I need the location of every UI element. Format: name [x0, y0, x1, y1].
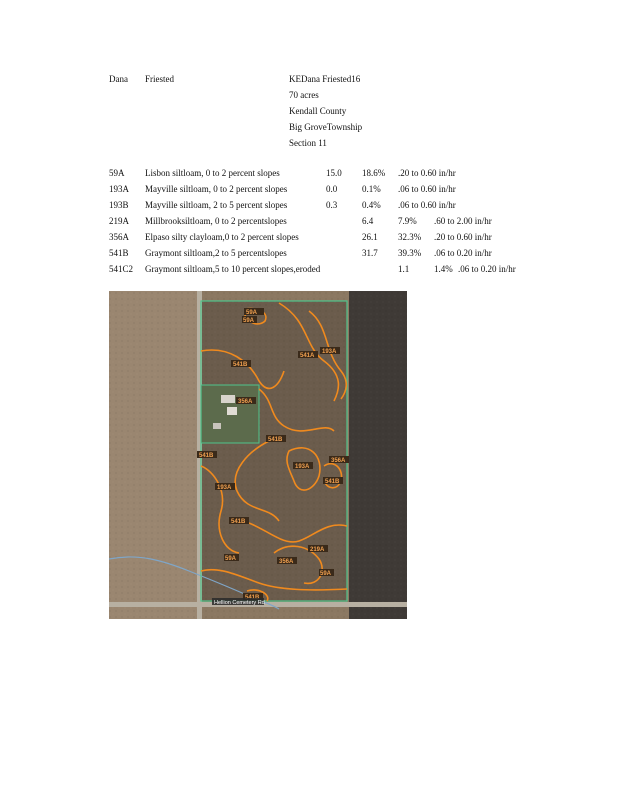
soil-percent: 0.1% — [362, 184, 381, 194]
file-reference: KEDana Friested16 — [289, 74, 361, 84]
soil-label — [266, 435, 286, 443]
soil-code: 59A — [109, 168, 125, 178]
soil-code: 541B — [109, 248, 129, 258]
soil-map-svg — [109, 291, 407, 619]
table-row — [0, 184, 618, 195]
acreage: 70 acres — [289, 90, 319, 100]
township: Big GroveTownship — [289, 122, 363, 132]
road-label — [212, 598, 265, 606]
soil-acres: 1.1 — [398, 264, 410, 274]
soil-code: 193B — [109, 200, 129, 210]
soil-label — [242, 316, 257, 324]
soil-acres: 0.0 — [326, 184, 338, 194]
svg-text:59A: 59A — [320, 571, 332, 577]
soil-acres: 26.1 — [362, 232, 378, 242]
svg-text:541B: 541B — [325, 479, 340, 485]
soil-acres: 15.0 — [326, 168, 342, 178]
soil-label — [229, 517, 249, 525]
svg-text:541B: 541B — [199, 453, 214, 459]
soil-label — [197, 451, 217, 459]
soil-acres: 31.7 — [362, 248, 378, 258]
table-row — [0, 264, 618, 275]
soil-label — [231, 360, 251, 368]
svg-text:356A: 356A — [331, 458, 346, 464]
soil-acres: 0.3 — [326, 200, 338, 210]
table-row — [0, 232, 618, 243]
soil-permeability: .60 to 2.00 in/hr — [434, 216, 492, 226]
soil-name: Elpaso silty clayloam,0 to 2 percent slopes — [145, 232, 299, 242]
soil-percent: 18.6% — [362, 168, 386, 178]
soil-label — [319, 569, 334, 577]
soil-name: Graymont siltloam,5 to 10 percent slopes,eroded — [145, 264, 321, 274]
svg-text:541B: 541B — [233, 362, 248, 368]
soil-label — [329, 456, 349, 464]
svg-text:59A: 59A — [225, 556, 237, 562]
table-row — [0, 216, 618, 227]
farm-building — [213, 423, 221, 429]
soil-label — [298, 351, 318, 359]
soil-percent: 1.4% — [434, 264, 453, 274]
soil-percent: 7.9% — [398, 216, 417, 226]
soil-permeability: .20 to 0.60 in/hr — [434, 232, 492, 242]
county: Kendall County — [289, 106, 347, 116]
soil-name: Millbrooksiltloam, 0 to 2 percentslopes — [145, 216, 287, 226]
soil-name: Graymont siltloam,2 to 5 percentslopes — [145, 248, 287, 258]
soil-permeability: .06 to 0.60 in/hr — [398, 200, 456, 210]
soil-label — [323, 477, 343, 485]
soil-label — [236, 397, 256, 405]
svg-text:541A: 541A — [300, 353, 315, 359]
soil-code: 541C2 — [109, 264, 134, 274]
svg-text:219A: 219A — [310, 547, 325, 553]
svg-text:59A: 59A — [246, 310, 258, 316]
owner-first-name: Dana — [109, 74, 128, 84]
soil-permeability: .06 to 0.20 in/hr — [434, 248, 492, 258]
svg-text:193A: 193A — [322, 349, 337, 355]
soil-label — [277, 557, 297, 565]
section: Section 11 — [289, 138, 327, 148]
soil-label — [308, 545, 328, 553]
svg-text:356A: 356A — [279, 559, 294, 565]
svg-text:541B: 541B — [268, 437, 283, 443]
soil-name: Mayville siltloam, 2 to 5 percent slopes — [145, 200, 288, 210]
svg-text:Hellion Cemetery Rd: Hellion Cemetery Rd — [214, 600, 265, 606]
soil-percent: 39.3% — [398, 248, 422, 258]
soil-label — [215, 483, 235, 491]
table-row — [0, 248, 618, 259]
soil-permeability: .06 to 0.60 in/hr — [398, 184, 456, 194]
soil-label — [320, 347, 340, 355]
soil-label — [224, 554, 239, 562]
soil-name: Lisbon siltloam, 0 to 2 percent slopes — [145, 168, 280, 178]
table-row — [0, 168, 618, 179]
svg-text:59A: 59A — [243, 318, 255, 324]
soil-percent: 32.3% — [398, 232, 422, 242]
soil-code: 193A — [109, 184, 129, 194]
soil-code: 356A — [109, 232, 129, 242]
farm-building — [227, 407, 237, 415]
svg-text:193A: 193A — [295, 464, 310, 470]
soil-percent: 0.4% — [362, 200, 381, 210]
soil-permeability: .20 to 0.60 in/hr — [398, 168, 456, 178]
owner-last-name: Friested — [145, 74, 174, 84]
soil-label — [293, 462, 313, 470]
table-row — [0, 200, 618, 211]
soil-acres: 6.4 — [362, 216, 374, 226]
soil-name: Mayville siltloam, 0 to 2 percent slopes — [145, 184, 288, 194]
soil-code: 219A — [109, 216, 129, 226]
soil-permeability: .06 to 0.20 in/hr — [458, 264, 516, 274]
farm-building — [221, 395, 235, 403]
svg-text:356A: 356A — [238, 399, 253, 405]
soil-label — [244, 308, 264, 316]
soil-map-image — [109, 291, 407, 619]
texture — [109, 291, 407, 619]
svg-text:541B: 541B — [231, 519, 246, 525]
svg-text:193A: 193A — [217, 485, 232, 491]
